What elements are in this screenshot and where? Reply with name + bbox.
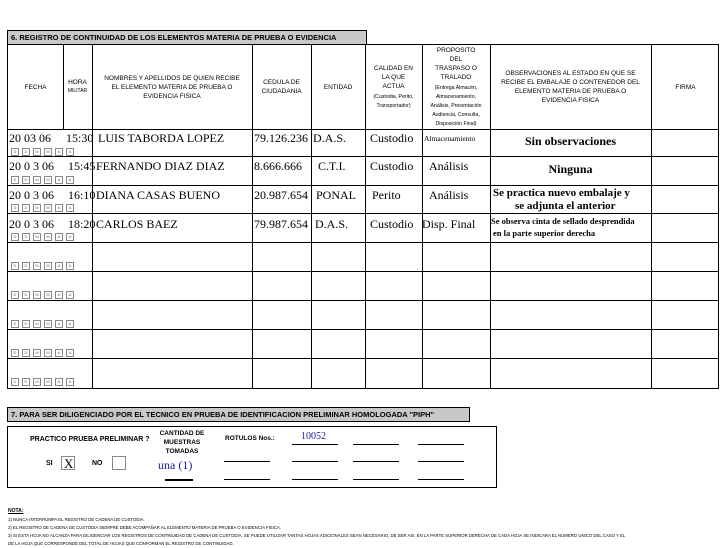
header-fecha: FECHA — [24, 83, 47, 91]
rotulo-line-2 — [353, 444, 399, 445]
row2-calidad: Custodio — [370, 159, 414, 173]
row8-dma-boxes: D D M M A A — [11, 349, 74, 357]
note-line-1: 1) NUNCA INTERRUMPA EL REGISTRO DE CADENA DE CUSTODIA. — [8, 517, 145, 522]
note-line-2: 2) EL REGISTRO DE CADENA DE CUSTODIA SIEMPRE DEBE ACOMPAÑAR AL ELEMENTO MATERIA DE PRUEBA O EVIDENCIA FISICA. — [8, 525, 281, 530]
row4-proposito: Disp. Final — [422, 217, 476, 231]
rotulo-line-4 — [224, 461, 270, 462]
row3-fecha: 20 0 3 06 — [9, 188, 54, 202]
row3-dma-boxes: D D M M A A — [11, 204, 74, 212]
row3-cedula: 20.987.654 — [254, 188, 308, 202]
header-nombres: NOMBRES Y APELLIDOS DE QUIEN RECIBE EL ELEMENTO MATERIA DE PRUEBA O EVIDENCIA FISICA — [104, 74, 240, 100]
rotulo-line-6 — [353, 461, 399, 462]
rotulo-line-5 — [292, 461, 338, 462]
cantidad-underline — [165, 479, 193, 481]
section7-title: 7. PARA SER DILIGENCIADO POR EL TECNICO EN PRUEBA DE IDENTIFICACION PRELIMINAR HOMOLOGADA "PIPH" — [7, 407, 470, 422]
header-proposito-sub: (Entrega Almacén, Almacenamiento, Análisis, Presentación Audiencia, Consulta, Disposición Final) — [430, 84, 482, 127]
header-firma: FIRMA — [675, 83, 696, 91]
row4-nombre: CARLOS BAEZ — [96, 217, 178, 231]
header-observaciones: OBSERVACIONES AL ESTADO EN QUE SE RECIBE EL EMBALAJE O CONTENEDOR DEL ELEMENTO MATERIA DE PRUEBA O EVIDENCIA FISICA — [501, 70, 640, 104]
rotulo-value: 10052 — [301, 431, 326, 442]
row3-nombre: DIANA CASAS BUENO — [96, 188, 221, 202]
row4-cedula: 79.987.654 — [254, 217, 308, 231]
row6-dma-boxes: D D M M A A — [11, 291, 74, 299]
row1-hora: 15:30 — [66, 131, 94, 145]
si-checkbox[interactable] — [61, 456, 75, 470]
row7-dma-boxes: D D M M A A — [11, 320, 74, 328]
rotulo-line-7 — [418, 461, 464, 462]
row2-fecha: 20 0 3 06 — [9, 159, 54, 173]
header-proposito — [422, 45, 490, 129]
row4-calidad: Custodio — [370, 217, 414, 231]
no-label: NO — [92, 460, 103, 467]
row3-obs-line2: se adjunta el anterior — [515, 200, 616, 212]
rotulo-line-9 — [292, 479, 338, 480]
row1-cedula: 79.126.236 — [254, 131, 308, 145]
row1-nombre: LUIS TABORDA LOPEZ — [98, 131, 225, 145]
cantidad-label: CANTIDAD DE MUESTRAS TOMADAS — [159, 430, 205, 455]
row4-obs-line1: Se observa cinta de sellado desprendida — [491, 216, 635, 226]
rotulo-line-11 — [418, 479, 464, 480]
row4-hora: 18:20 — [68, 217, 96, 231]
notes — [8, 507, 625, 548]
row1-proposito: Almacenamiento — [424, 134, 476, 143]
row3-proposito: Análisis — [429, 188, 469, 202]
header-proposito-label: PROPOSITO DEL TRASPASO O TRALADO — [435, 46, 477, 81]
si-label: SI — [46, 460, 53, 467]
row4-dma-boxes: D D M M A A — [11, 233, 74, 241]
note-line-3: 3) SI ESTA HOJA NO ALCANZA PARA DILIGENCIAR LOS REGISTROS DE CONTINUIDAD DE CADENA DE CUSTODIA, SE PUEDE UTILIZAR TANTAS HOJAS ADICIONALES SEAN NECESARIO, DE SER ASI, EN LA PARTE SUPERIOR DERECHA DE CADA HOJA SE INDICARA EL NUMERO UNICO DEL CASO Y EL — [8, 533, 626, 538]
row3-hora: 16:10 — [68, 188, 96, 202]
row2-hora: 15:45 — [68, 159, 96, 173]
row4-fecha: 20 0 3 06 — [9, 217, 54, 231]
row2-obs: Ninguna — [548, 162, 593, 176]
notes-title: NOTA: — [8, 508, 24, 514]
row9-dma-boxes: D D M M A A — [11, 378, 74, 386]
header-calidad-label: CALIDAD EN LA QUE ACTUA — [373, 64, 413, 90]
section6-title: 6. REGISTRO DE CONTINUIDAD DE LOS ELEMENTOS MATERIA DE PRUEBA O EVIDENCIA — [7, 30, 367, 45]
row2-nombre: FERNANDO DIAZ DIAZ — [96, 159, 225, 173]
row4-obs-line2: en la parte superior derecha — [493, 228, 596, 238]
header-calidad-sub: (Custodia, Perito, Transportador) — [373, 93, 414, 109]
header-hora — [63, 45, 92, 129]
row1-calidad: Custodio — [370, 131, 414, 145]
row3-entidad: PONAL — [316, 188, 357, 202]
row3-calidad: Perito — [372, 188, 401, 202]
header-cedula: CEDULA DE CIUDADANIA — [261, 79, 302, 95]
rotulo-line-1 — [292, 444, 338, 445]
row4-entidad: D.A.S. — [315, 217, 349, 231]
cantidad-value: una (1) — [158, 458, 193, 472]
row2-entidad: C.T.I. — [318, 159, 346, 173]
row1-dma-boxes: D D M M A A — [11, 148, 74, 156]
row2-proposito: Análisis — [429, 159, 469, 173]
header-calidad — [365, 45, 422, 129]
row1-fecha: 20 03 06 — [9, 131, 51, 145]
row5-dma-boxes: D D M M A A — [11, 262, 74, 270]
rotulos-label: ROTULOS Nos.: — [225, 435, 275, 442]
rotulo-line-3 — [418, 444, 464, 445]
row3-obs-line1: Se practica nuevo embalaje y — [493, 187, 630, 199]
header-entidad: ENTIDAD — [323, 83, 353, 91]
continuity-table — [7, 44, 719, 389]
piph-box — [7, 426, 497, 488]
row1-obs: Sin observaciones — [524, 134, 616, 148]
row2-dma-boxes: D D M M A A — [11, 176, 74, 184]
row2-cedula: 8.666.666 — [254, 159, 302, 173]
si-check-mark: X — [64, 456, 74, 471]
rotulo-line-8 — [224, 479, 270, 480]
no-checkbox[interactable] — [112, 456, 126, 470]
rotulo-line-10 — [353, 479, 399, 480]
note-line-4: DE LA HOJA QUE CORRESPONDE DEL TOTAL DE HOJAS QUE CONFORMAN EL REGISTRO DE CONTINUIDAD. — [8, 541, 234, 546]
header-militar-label: MILITAR — [67, 88, 88, 94]
practico-label: PRACTICO PRUEBA PRELIMINAR ? — [30, 436, 150, 443]
header-hora-label: HORA — [68, 79, 87, 86]
row1-entidad: D.A.S. — [313, 131, 347, 145]
